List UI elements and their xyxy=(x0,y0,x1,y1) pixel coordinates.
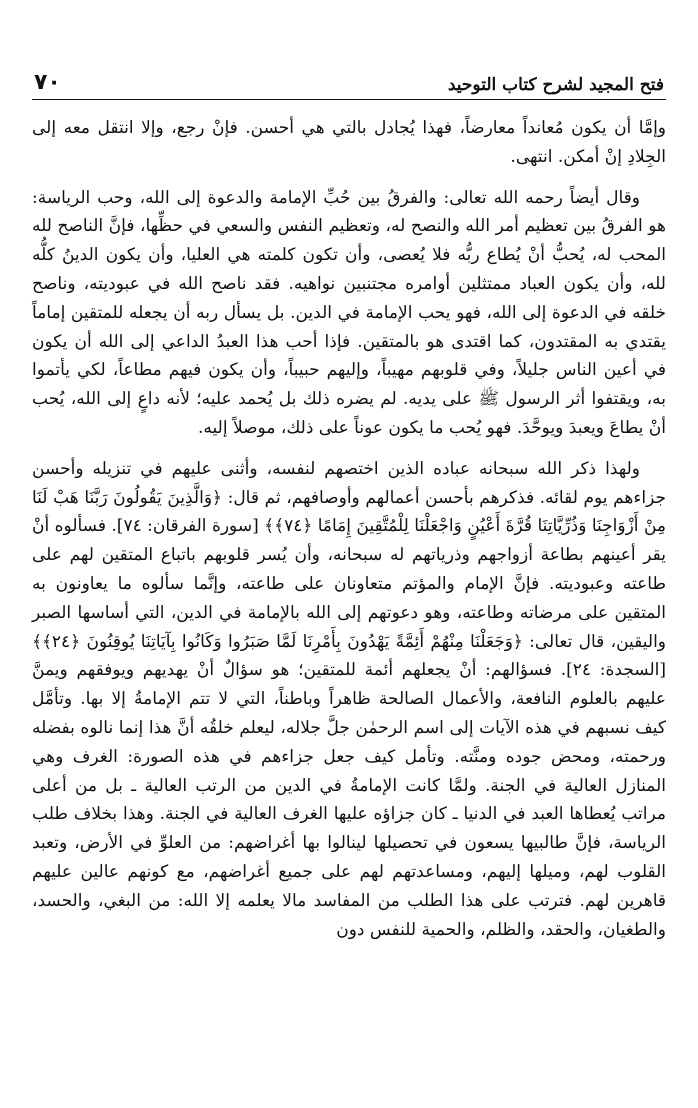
running-header xyxy=(32,60,666,100)
book-title: فتح المجيد لشرح كتاب التوحيد xyxy=(447,75,664,95)
paragraph-2: وقال أيضاً رحمه الله تعالى: والفرقُ بين حُبِّ الإمامة والدعوة إلى الله، وحب الرياسة: هو الفرقُ بين تعظيم أمر الله والنصح له، وتعظيم النفس والسعي في حظِّها، فإنَّ الناصح لله المحب له، يُحبُّ أنْ يُطاع ربُّه فلا يُعصى، وأن تكون كلمته هي العليا، وأن يكون الدينُ كلُّه لله، وأن يكون العباد ممتثلين أوامره مجتنبين نواهيه. فقد ناصح الله في عبوديته، وناصح خلقه في الدعوة إلى الله، فهو يحب الإمامة في الدين. بل يسأل ربه أن يجعله للمتقين إماماً يقتدي به المقتدون، كما اقتدى هو بالمتقين. فإذا أحب هذا العبدُ الداعي إلى الله أن يكون في أعين الناس جليلاً، وفي قلوبهم مهيباً، وإليهم حبيباً، وأن يكون فيهم مطاعاً، لكي يأتموا به، ويقتفوا أثر الرسول ﷺ على يديه. لم يضره ذلك بل يُحمد عليه؛ لأنه داعٍ إلى الله، يُحب أنْ يطاعَ ويعبدَ ويوحَّدَ. فهو يُحب ما يكون عوناً على ذلك، موصلاً إليه. xyxy=(32,187,666,438)
paragraph-3: ولهذا ذكر الله سبحانه عباده الذين اختصهم لنفسه، وأثنى عليهم في تنزيله وأحسن جزاءهم يوم لقائه. فذكرهم بأحسن أعمالهم وأوصافهم، ثم قال: ﴿وَالَّذِينَ يَقُولُونَ رَبَّنَا هَبْ لَنَا مِنْ أَزْوَاجِنَا وَذُرِّيَّاتِنَا قُرَّةَ أَعْيُنٍ وَاجْعَلْنَا لِلْمُتَّقِينَ إِمَامًا ﴿٧٤﴾﴾ [سورة الفرقان: ٧٤]. فسألوه أنْ يقر أعينهم بطاعة أزواجهم وذرياتهم له سبحانه، وأن يُسر قلوبهم باتباع المتقين لهم على طاعته وعبوديته. فإنَّ الإمام والمؤتم متعاونان على طاعته، وإنَّما سألوه ما يعاونون به المتقين على مرضاته وطاعته، وهو دعوتهم إلى الله بالإمامة في الدين، التي أساسها الصبر واليقين، قال تعالى: ﴿وَجَعَلْنَا مِنْهُمْ أَئِمَّةً يَهْدُونَ بِأَمْرِنَا لَمَّا صَبَرُوا وَكَانُوا بِآيَاتِنَا يُوقِنُونَ ﴿٢٤﴾﴾ [السجدة: ٢٤]. فسؤالهم: أنْ يجعلهم أئمة للمتقين؛ هو سؤالٌ أنْ يهديهم ويوفقهم ويمنَّ عليهم بالعلوم النافعة، والأعمال الصالحة ظاهراً وباطناً، التي لا تتم الإمامةُ إلا بها. وتأمَّل كيف نسبهم في هذه الآيات إلى اسم الرحمٰن جلَّ جلاله، ليعلم خلقُه أنَّ هذا إنما نالوه بفضله ورحمته، ومحض جوده ومنَّته. وتأمل كيف جعل جزاءهم في هذه الصورة: الغرف وهي المنازل العالية في الجنة. ولمَّا كانت الإمامةُ في الدين من الرتب العالية ـ بل من أعلى مراتب يُعطاها العبد في الدنيا ـ كان جزاؤه عليها الغرف العالية في الجنة. وهذا بخلاف طلب الرياسة، فإنَّ طالبيها يسعون في تحصيلها لينالوا بها أغراضهم: من العلوِّ في الأرض، وتعبد القلوب لهم، وميلها إليهم، ومساعدتهم لهم على جميع أغراضهم، مع كونهم عالين عليهم قاهرين لهم. فترتب على هذا الطلب من المفاسد مالا يعلمه إلا الله: من البغي، والحسد، والطغيان، والحقد، والظلم، والحمية للنفس دون xyxy=(32,458,666,940)
page-number: ٧٠ xyxy=(34,70,61,95)
paragraph-1: وإمَّا أن يكون مُعانداً معارضاً، فهذا يُجادل بالتي هي أحسن. فإنْ رجع، وإلا انتقل معه إلى الجِلادِ إنْ أمكن. انتهى. xyxy=(32,118,666,167)
book-page xyxy=(32,60,666,1070)
body-text xyxy=(32,114,666,944)
